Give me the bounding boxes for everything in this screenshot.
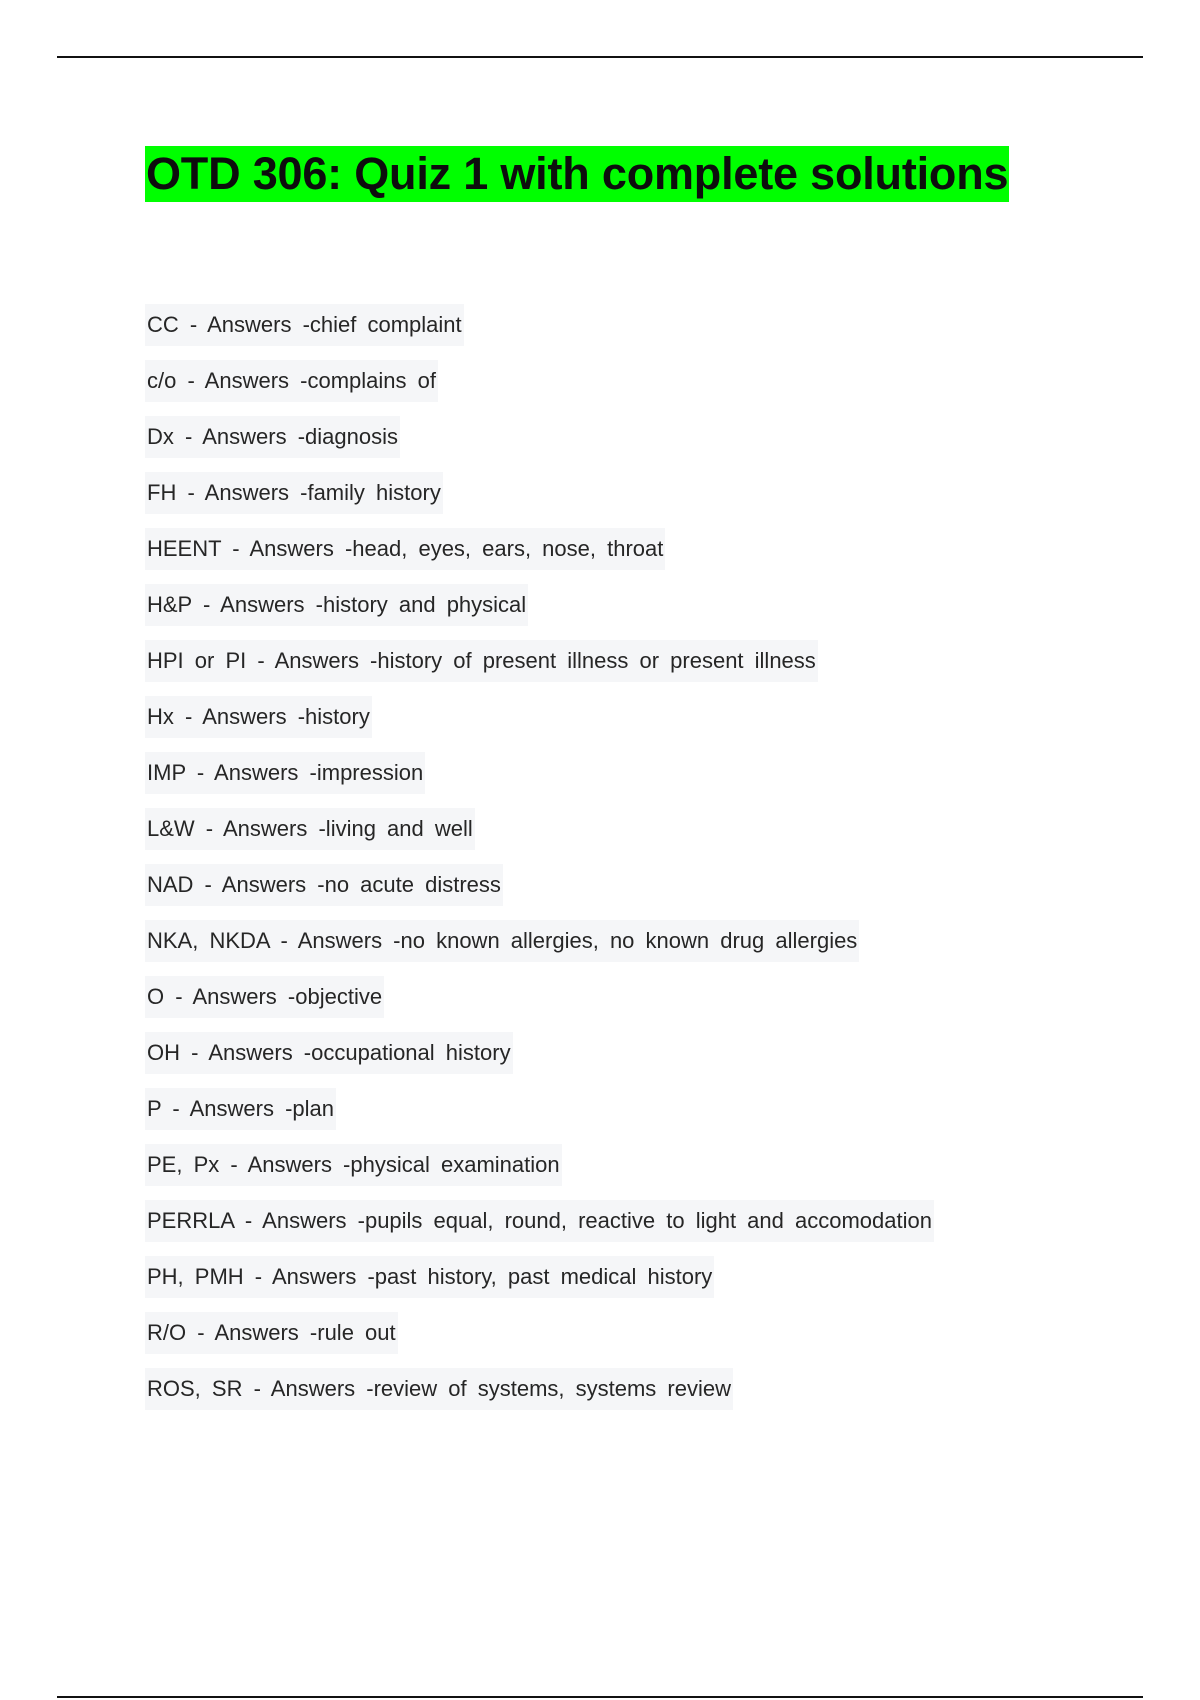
list-item	[145, 1032, 934, 1088]
entry-text: O - Answers -objective	[145, 976, 384, 1018]
list-item	[145, 304, 934, 360]
list-item	[145, 808, 934, 864]
list-item	[145, 1368, 934, 1424]
entry-text: Dx - Answers -diagnosis	[145, 416, 400, 458]
entry-text: c/o - Answers -complains of	[145, 360, 438, 402]
entry-text: L&W - Answers -living and well	[145, 808, 475, 850]
list-item	[145, 752, 934, 808]
list-item	[145, 1256, 934, 1312]
list-item	[145, 1088, 934, 1144]
list-item	[145, 976, 934, 1032]
entry-text: PE, Px - Answers -physical examination	[145, 1144, 562, 1186]
entry-text: PERRLA - Answers -pupils equal, round, reactive to light and accomodation	[145, 1200, 934, 1242]
header-rule	[57, 56, 1143, 58]
entry-text: P - Answers -plan	[145, 1088, 336, 1130]
entry-text: NKA, NKDA - Answers -no known allergies, no known drug allergies	[145, 920, 859, 962]
entry-text: PH, PMH - Answers -past history, past medical history	[145, 1256, 714, 1298]
list-item	[145, 416, 934, 472]
list-item	[145, 584, 934, 640]
abbreviation-list	[145, 304, 934, 1424]
entry-text: HEENT - Answers -head, eyes, ears, nose, throat	[145, 528, 665, 570]
entry-text: IMP - Answers -impression	[145, 752, 425, 794]
list-item	[145, 1312, 934, 1368]
entry-text: FH - Answers -family history	[145, 472, 443, 514]
entry-text: OH - Answers -occupational history	[145, 1032, 513, 1074]
entry-text: CC - Answers -chief complaint	[145, 304, 464, 346]
entry-text: HPI or PI - Answers -history of present illness or present illness	[145, 640, 818, 682]
list-item	[145, 528, 934, 584]
list-item	[145, 696, 934, 752]
footer-rule	[57, 1696, 1143, 1698]
entry-text: NAD - Answers -no acute distress	[145, 864, 503, 906]
entry-text: H&P - Answers -history and physical	[145, 584, 528, 626]
list-item	[145, 920, 934, 976]
list-item	[145, 1200, 934, 1256]
entry-text: ROS, SR - Answers -review of systems, systems review	[145, 1368, 733, 1410]
entry-text: Hx - Answers -history	[145, 696, 372, 738]
list-item	[145, 640, 934, 696]
list-item	[145, 864, 934, 920]
document-title: OTD 306: Quiz 1 with complete solutions	[145, 146, 1009, 202]
entry-text: R/O - Answers -rule out	[145, 1312, 398, 1354]
list-item	[145, 1144, 934, 1200]
list-item	[145, 360, 934, 416]
list-item	[145, 472, 934, 528]
